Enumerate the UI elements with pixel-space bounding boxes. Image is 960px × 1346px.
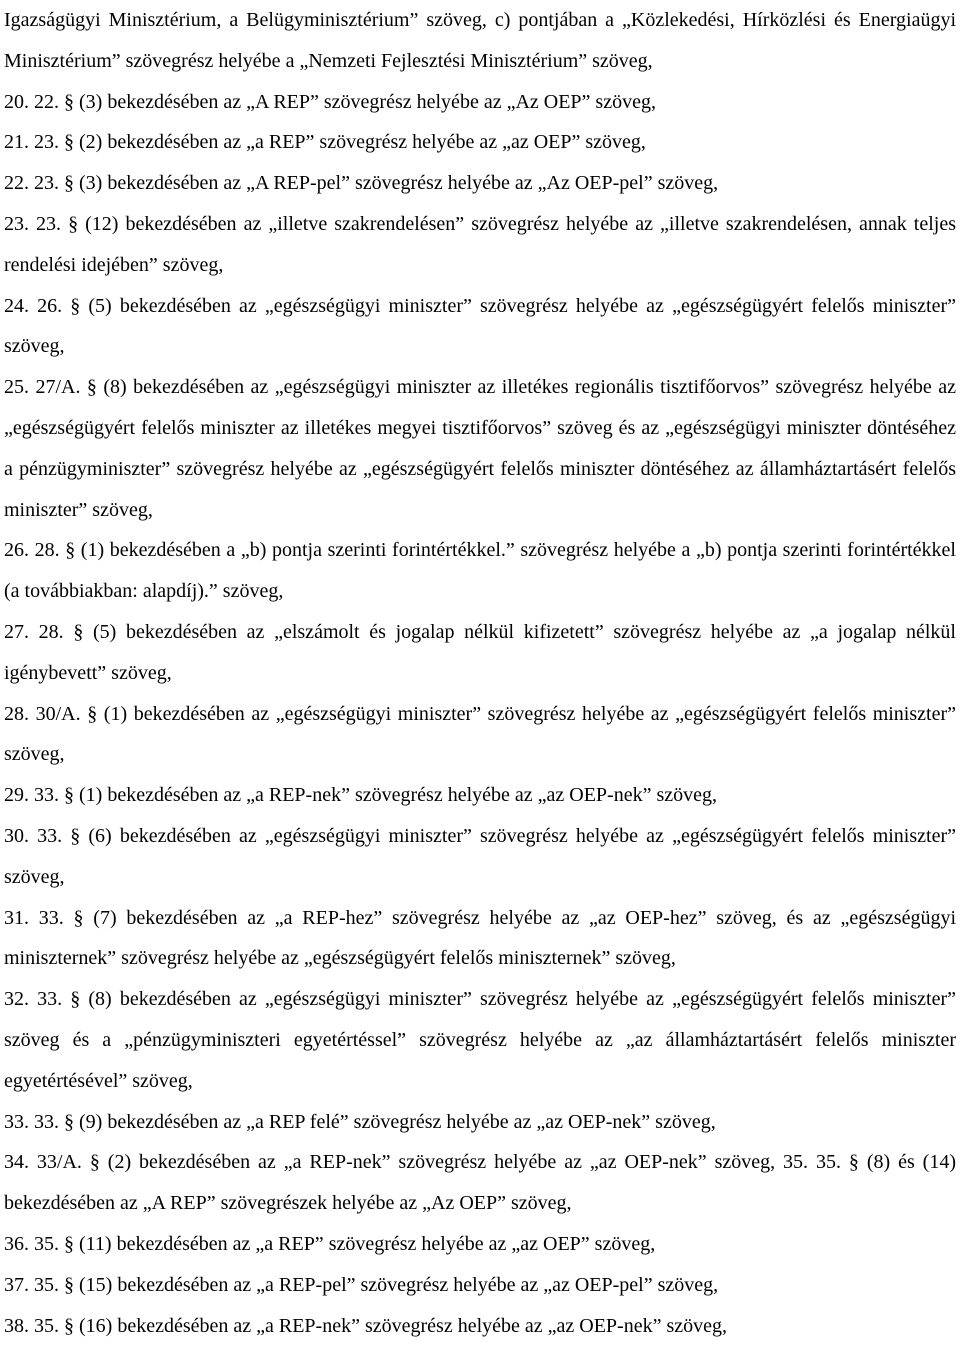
paragraph-item-26: 26. 28. § (1) bekezdésében a „b) pontja szerinti forintértékkel.” szövegrész helyébe a „b) pontja szerinti forintértékkel (a továbbiakban: alapdíj).” szöveg, bbox=[4, 530, 956, 612]
paragraph-item-31: 31. 33. § (7) bekezdésében az „a REP-hez” szövegrész helyébe az „az OEP-hez” szöveg, és az „egészségügyi miniszternek” szövegrész helyébe az „egészségügyért felelős miniszternek” szöveg, bbox=[4, 898, 956, 980]
paragraph-item-23: 23. 23. § (12) bekezdésében az „illetve szakrendelésen” szövegrész helyébe az „illetve szakrendelésen, annak teljes rendelési idejében” szöveg, bbox=[4, 204, 956, 286]
paragraph-item-34-35: 34. 33/A. § (2) bekezdésében az „a REP-nek” szövegrész helyébe az „az OEP-nek” szöveg, 35. 35. § (8) és (14) bekezdésében az „A REP” szövegrészek helyébe az „Az OEP” szöveg, bbox=[4, 1142, 956, 1224]
paragraph-item-32: 32. 33. § (8) bekezdésében az „egészségügyi miniszter” szövegrész helyébe az „egészségügyért felelős miniszter” szöveg és a „pénzügyminiszteri egyetértéssel” szövegrész helyébe az „az államháztartásért felelős miniszter egyetértésével” szöveg, bbox=[4, 979, 956, 1101]
paragraph-item-33: 33. 33. § (9) bekezdésében az „a REP felé” szövegrész helyébe az „az OEP-nek” szöveg, bbox=[4, 1102, 956, 1143]
paragraph-item-29: 29. 33. § (1) bekezdésében az „a REP-nek” szövegrész helyébe az „az OEP-nek” szöveg, bbox=[4, 775, 956, 816]
paragraph-item-24: 24. 26. § (5) bekezdésében az „egészségügyi miniszter” szövegrész helyébe az „egészségügyért felelős miniszter” szöveg, bbox=[4, 286, 956, 368]
paragraph-item-28: 28. 30/A. § (1) bekezdésében az „egészségügyi miniszter” szövegrész helyébe az „egészségügyért felelős miniszter” szöveg, bbox=[4, 694, 956, 776]
paragraph-item-25: 25. 27/A. § (8) bekezdésében az „egészségügyi miniszter az illetékes regionális tisztifőorvos” szövegrész helyébe az „egészségügyért felelős miniszter az illetékes megyei tisztifőorvos” szöveg és az „egészségügyi miniszter döntéséhez a pénzügyminiszter” szövegrész helyébe az „egészségügyért felelős miniszter döntéséhez az államháztartásért felelős miniszter” szöveg, bbox=[4, 367, 956, 530]
paragraph-item-21: 21. 23. § (2) bekezdésében az „a REP” szövegrész helyébe az „az OEP” szöveg, bbox=[4, 122, 956, 163]
paragraph-item-36: 36. 35. § (11) bekezdésében az „a REP” szövegrész helyébe az „az OEP” szöveg, bbox=[4, 1224, 956, 1265]
paragraph-item-20: 20. 22. § (3) bekezdésében az „A REP” szövegrész helyébe az „Az OEP” szöveg, bbox=[4, 82, 956, 123]
paragraph-continuation: Igazságügyi Minisztérium, a Belügyminisztérium” szöveg, c) pontjában a „Közlekedési, Hírközlési és Energiaügyi Minisztérium” szövegrész helyébe a „Nemzeti Fejlesztési Minisztérium” szöveg, bbox=[4, 0, 956, 82]
paragraph-item-37: 37. 35. § (15) bekezdésében az „a REP-pel” szövegrész helyébe az „az OEP-pel” szöveg, bbox=[4, 1265, 956, 1306]
paragraph-item-27: 27. 28. § (5) bekezdésében az „elszámolt és jogalap nélkül kifizetett” szövegrész helyébe az „a jogalap nélkül igénybevett” szöveg, bbox=[4, 612, 956, 694]
paragraph-item-30: 30. 33. § (6) bekezdésében az „egészségügyi miniszter” szövegrész helyébe az „egészségügyért felelős miniszter” szöveg, bbox=[4, 816, 956, 898]
paragraph-item-38: 38. 35. § (16) bekezdésében az „a REP-nek” szövegrész helyébe az „az OEP-nek” szöveg, bbox=[4, 1306, 956, 1346]
paragraph-item-22: 22. 23. § (3) bekezdésében az „A REP-pel” szövegrész helyébe az „Az OEP-pel” szöveg, bbox=[4, 163, 956, 204]
